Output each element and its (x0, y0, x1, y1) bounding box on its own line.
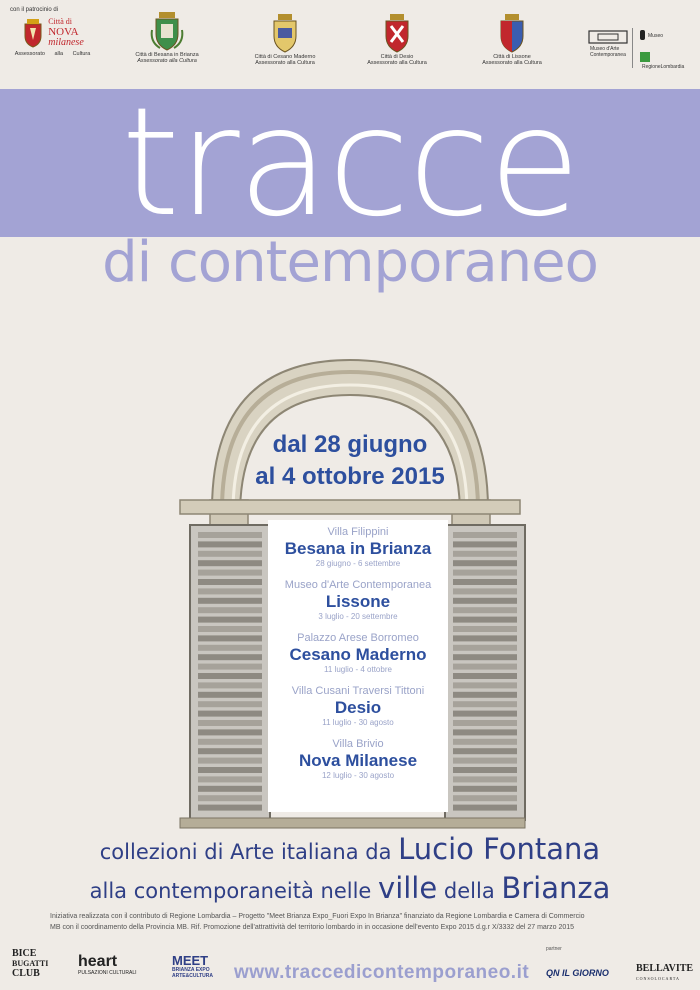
besana-caption-2: Assessorato alla Cultura (137, 58, 197, 64)
region-name: RegioneLombardia (642, 64, 685, 70)
venue-name: Villa Filippini (327, 526, 389, 538)
desio-caption-2: Assessorato alla Cultura (367, 60, 427, 66)
lissone-caption-1: Città di Lissone (493, 54, 531, 60)
venue-dates: 28 giugno - 6 settembre (315, 559, 401, 568)
shutter-slat (198, 645, 262, 651)
shutter-slat (453, 805, 517, 811)
shutter-slat (453, 664, 517, 670)
cesano-caption-2: Assessorato alla Cultura (255, 60, 315, 66)
venue-item (268, 738, 448, 781)
shutter-slat (453, 786, 517, 792)
shutter-slat (453, 776, 517, 782)
shutter-slat (453, 758, 517, 764)
shutter-slat (453, 795, 517, 801)
shutter-slat (453, 607, 517, 613)
partner-label: partner (546, 946, 562, 952)
shutter-slat (198, 729, 262, 735)
patronage-note: con il patrocinio di (10, 7, 59, 13)
shutter-slat (198, 551, 262, 557)
shutter-slat (198, 739, 262, 745)
shutter-slat (453, 692, 517, 698)
shutter-slat (453, 579, 517, 585)
shutter-slat (453, 748, 517, 754)
nova-crest-icon (21, 18, 45, 48)
tagline-line-2: alla contemporaneità nelle ville della Brianza (89, 871, 611, 905)
cesano-caption-1: Città di Cesano Maderno (254, 54, 316, 60)
shutter-slat (198, 570, 262, 576)
subtitle: di contemporaneo (102, 230, 598, 295)
shutter-slat (453, 570, 517, 576)
venue-city: Cesano Maderno (289, 645, 427, 664)
desio-crest-icon (383, 14, 411, 54)
venue-name: Museo d'Arte Contemporanea (284, 579, 432, 591)
shutter-slat (198, 805, 262, 811)
shutter-slat (198, 692, 262, 698)
shutter-slat (198, 786, 262, 792)
desio-crest (362, 14, 432, 66)
shutter-slat (198, 560, 262, 566)
shutter-slat (198, 654, 262, 660)
tagline-line-1: collezioni di Arte italiana da Lucio Fontana (99, 832, 601, 866)
venue-item (268, 579, 448, 622)
shutter-slat (198, 682, 262, 688)
shutter-slat (198, 776, 262, 782)
dates-line-1: dal 28 giugno (272, 431, 428, 458)
shutter-slat (453, 673, 517, 679)
shutter-slat (198, 720, 262, 726)
shutter-slat (453, 617, 517, 623)
venue-name: Villa Brivio (332, 738, 384, 750)
shutter-slat (198, 701, 262, 707)
venue-dates: 11 luglio - 30 agosto (322, 718, 394, 727)
shutter-slat (453, 551, 517, 557)
museum-marker-icon (640, 30, 645, 40)
venue-city: Desio (334, 698, 382, 717)
besana-crest (132, 12, 202, 64)
shutter-slat (453, 588, 517, 594)
shutter-slat (198, 767, 262, 773)
shutter-slat (198, 795, 262, 801)
venue-item (268, 685, 448, 728)
shutter-slat (453, 532, 517, 538)
shutter-slat (453, 729, 517, 735)
venue-name: Palazzo Arese Borromeo (297, 632, 419, 644)
shutter-slat (453, 560, 517, 566)
shutter-slat (198, 579, 262, 585)
shutter-slat (198, 588, 262, 594)
lissone-crest (477, 14, 547, 66)
venue-item (268, 632, 448, 675)
dates-line-2: al 4 ottobre 2015 (255, 463, 445, 490)
cesano-crest-icon (270, 14, 300, 54)
shutter-slat (453, 711, 517, 717)
venue-city: Lissone (325, 592, 391, 611)
shutter-slat (453, 635, 517, 641)
shutter-slat (453, 767, 517, 773)
shutter-slat (198, 758, 262, 764)
shutter-slat (198, 598, 262, 604)
heart-logo: heart PULSAZIONI CULTURALI (78, 953, 137, 976)
venue-item (268, 526, 448, 569)
nova-milanese-logo: Città di NOVA milanese Assessorato alla Cultura (14, 17, 91, 57)
venue-dates: 3 luglio - 20 settembre (318, 612, 398, 621)
shutter-slat (453, 541, 517, 547)
shutter-slat (453, 682, 517, 688)
credits-text: Iniziativa realizzata con il contributo di Regione Lombardia – Progetto "Meet Brianza Expo_Fuori Expo In Brianza" finanziato da Regione Lombardia e Camera di Commercio MB con il coordinamento della Provincia MB. Rif. Promozione dell'attrattività del territorio lombardo in in occasione dell'evento Expo 2015 d.g.r X/3332 del 27 marzo 2015 (50, 913, 585, 931)
shutter-slat (198, 711, 262, 717)
museum-short: Museo (648, 33, 664, 39)
shutter-slat (453, 598, 517, 604)
shutter-slat (453, 654, 517, 660)
shutter-slat (453, 626, 517, 632)
shutter-slat (198, 541, 262, 547)
shutter-slat (198, 748, 262, 754)
bice-bugatti-logo: BICE BUGATTI CLUB (12, 948, 49, 979)
desio-caption-1: Città di Desio (380, 54, 414, 60)
besana-crest-icon (150, 12, 184, 52)
left-shutter (190, 525, 270, 820)
il-giorno-logo: QN IL GIORNO (546, 968, 609, 978)
shutter-slat (198, 532, 262, 538)
cesano-crest (250, 14, 320, 66)
shutter-slat (198, 617, 262, 623)
nova-caption: Assessorato alla Cultura (14, 51, 91, 57)
shutter-slat (453, 720, 517, 726)
shutter-slat (453, 739, 517, 745)
shutter-slat (198, 607, 262, 613)
venue-city: Nova Milanese (298, 751, 418, 770)
museum-name: Museo d'Arte Contemporanea (590, 46, 626, 58)
venue-dates: 12 luglio - 30 agosto (321, 771, 395, 780)
museum-logo-icon (588, 30, 628, 44)
museum-region-logos (588, 28, 684, 70)
bellavite-logo: BELLAVITE CONSOLOCARTA (636, 963, 694, 981)
website-link[interactable]: www.traccedicontemporaneo.it (234, 962, 530, 983)
venue-panel (268, 520, 448, 812)
shutter-slat (198, 673, 262, 679)
venue-dates: 11 luglio - 4 ottobre (324, 665, 392, 674)
venue-name: Villa Cusani Traversi Tittoni (291, 685, 425, 697)
shutter-slat (453, 701, 517, 707)
meet-brianza-logo: MEET BRIANZA EXPO ARTE&CULTURA (172, 953, 214, 979)
lombardia-logo-icon (640, 52, 650, 62)
lissone-crest-icon (498, 14, 526, 54)
besana-caption-1: Città di Besana in Brianza (135, 52, 199, 58)
main-title: tracce (121, 76, 579, 250)
shutter-slat (198, 664, 262, 670)
tagline (0, 832, 700, 910)
shutter-slat (198, 626, 262, 632)
shutter-slat (198, 635, 262, 641)
right-shutter (445, 525, 525, 820)
shutter-slat (453, 645, 517, 651)
lissone-caption-2: Assessorato alla Cultura (482, 60, 542, 66)
venue-city: Besana in Brianza (284, 539, 432, 558)
exhibition-dates (200, 429, 500, 493)
